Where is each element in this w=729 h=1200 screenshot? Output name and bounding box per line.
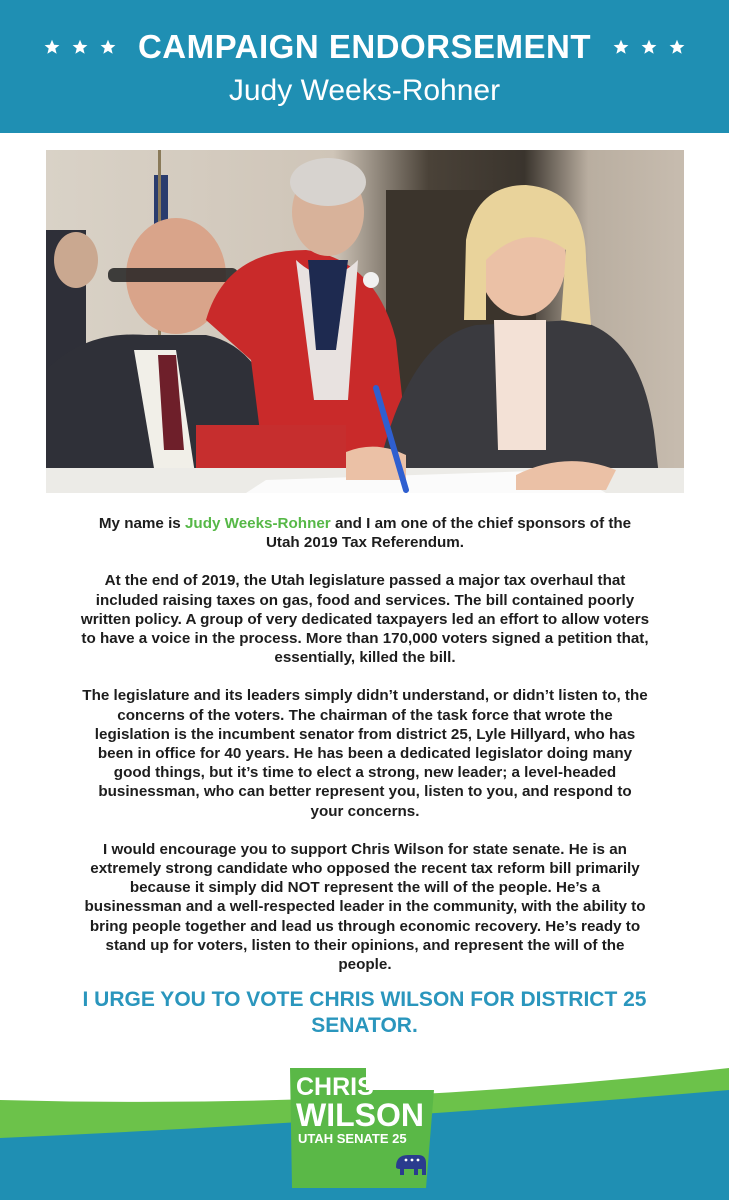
stars-right (613, 39, 685, 55)
star-icon (100, 39, 116, 55)
star-icon (613, 39, 629, 55)
letter-paragraph-2: At the end of 2019, the Utah legislature passed a major tax overhaul that included raising taxes on gas, food and services. The bill contained poorly written policy. A group of very dedicated taxpayers led an effort to allow voters to have a voice in the process. More than 170,000 voters signed a petition that, essentially, killed the bill. (80, 572, 650, 667)
endorsement-letter (80, 514, 650, 993)
letter-paragraph-4: I would encourage you to support Chris Wilson for state senate. He is an extremely strong candidate who opposed the recent tax reform bill primarily because it simply did NOT represent the will of the people. He’s a businessman and a well-respected leader in the community, with the ability to bring people together and lead us through economic recovery. He’s ready to stand up for voters, listen to their opinions, and represent the will of the people. (84, 840, 646, 974)
star-icon (669, 39, 685, 55)
campaign-logo (286, 1068, 434, 1188)
letter-paragraph-3: The legislature and its leaders simply didn’t understand, or didn’t listen to, the concerns of the voters. The chairman of the task force that wrote the legislation is the incumbent senator from district 25, Lyle Hillyard, who has been in office for 40 years. He has been a dedicated legislator doing many good things, but it’s time to elect a strong, new leader; a level-headed businessman, who can better represent you, listen to you, and respond to your concerns. (82, 687, 648, 820)
star-icon (44, 39, 60, 55)
endorser-name-highlight: Judy Weeks-Rohner (184, 515, 331, 532)
title-row (0, 24, 729, 70)
call-to-action: I URGE YOU TO VOTE CHRIS WILSON FOR DISTRICT 25 SENATOR. (82, 988, 647, 1037)
logo-first-name: CHRIS (296, 1073, 374, 1101)
endorsement-photo (46, 150, 684, 493)
star-icon (641, 39, 657, 55)
logo-office: UTAH SENATE 25 (298, 1131, 407, 1146)
photo-illustration (46, 150, 684, 493)
letter-intro-text: My name is (98, 515, 185, 532)
letter-intro-text-end: and I am one of the chief sponsors of the Utah 2019 Tax Referendum. (265, 515, 632, 552)
star-icon (72, 39, 88, 55)
endorser-name: Judy Weeks-Rohner (228, 74, 501, 107)
logo-last-name: WILSON (296, 1097, 424, 1133)
page-title: CAMPAIGN ENDORSEMENT (137, 28, 592, 65)
stars-left (44, 39, 116, 55)
letter-paragraph-1 (80, 514, 650, 552)
header-banner (0, 0, 729, 133)
